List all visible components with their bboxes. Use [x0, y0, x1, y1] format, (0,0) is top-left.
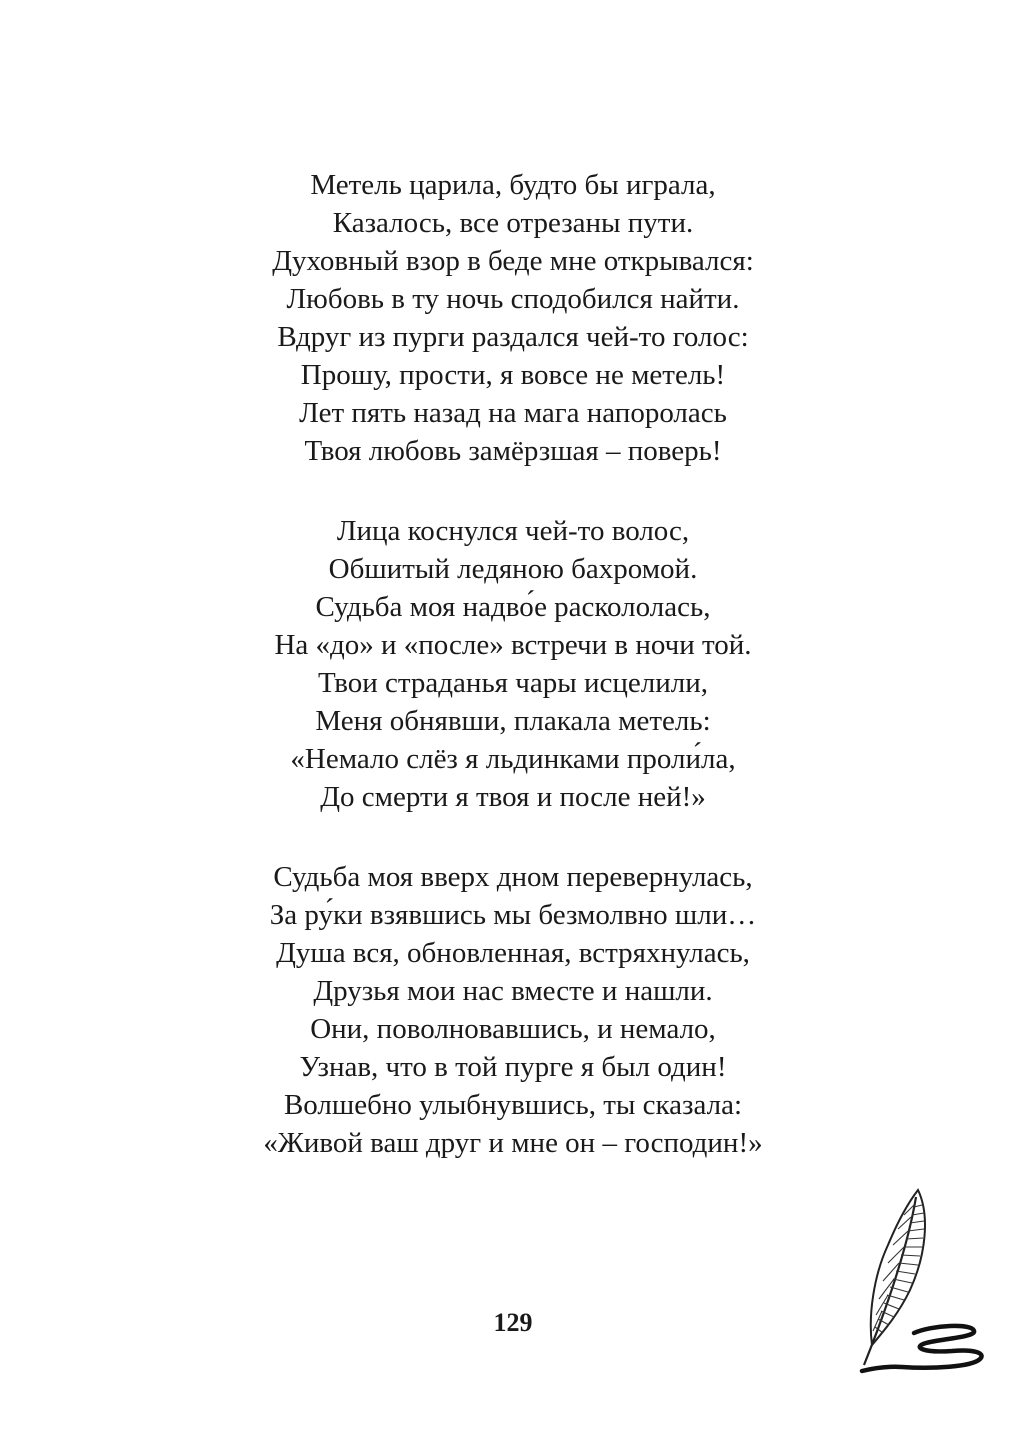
poem-line: Твоя любовь замёрзшая – поверь! [304, 435, 722, 467]
poem-line: Узнав, что в той пурге я был один! [299, 1051, 727, 1083]
poem-line: Казалось, все отрезаны пути. [332, 207, 694, 239]
poem-line: Судьба моя вверх дном перевернулась, [273, 861, 753, 893]
poem-line: Лет пять назад на мага напоролась [299, 397, 727, 429]
poem-line: Меня обнявши, плакала метель: [315, 705, 711, 737]
poem-line: Обшитый ледяною бахромой. [328, 553, 698, 585]
page-number: 129 [493, 1308, 533, 1337]
poem-line: Волшебно улыбнувшись, ты сказала: [283, 1089, 743, 1121]
poem-line: Лица коснулся чей-то волос, [336, 515, 690, 547]
poem-line: «Живой ваш друг и мне он – господин!» [263, 1127, 763, 1159]
poem-line: Прошу, прости, я вовсе не метель! [300, 359, 726, 391]
poem-line: Они, поволновавшись, и немало, [310, 1013, 716, 1045]
poem-line: Метель царила, будто бы играла, [310, 169, 716, 201]
feather-quill-icon [852, 1185, 992, 1380]
poem-line: Духовный взор в беде мне открывался: [272, 245, 754, 277]
poem-line: Судьба моя надво́е раскололась, [315, 591, 711, 623]
poem-line: «Немало слёз я льдинками проли́ла, [290, 743, 736, 775]
stanza-2 [0, 512, 1026, 816]
poem-line: Душа вся, обновленная, встряхнулась, [276, 937, 750, 969]
poem-line: Друзья мои нас вместе и нашли. [313, 975, 713, 1007]
poem-line: Любовь в ту ночь сподобился найти. [286, 283, 740, 315]
poem-line: На «до» и «после» встречи в ночи той. [274, 629, 752, 661]
poem-line: Твои страданья чары исцелили, [318, 667, 708, 699]
poem-line: Вдруг из пурги раздался чей-то голос: [277, 321, 749, 353]
poem-line: За ру́ки взявшись мы безмолвно шли… [269, 899, 757, 931]
stanza-1 [0, 166, 1026, 470]
poem-line: До смерти я твоя и после ней!» [320, 781, 706, 813]
stanza-3 [0, 858, 1026, 1162]
poem [0, 166, 1026, 1204]
